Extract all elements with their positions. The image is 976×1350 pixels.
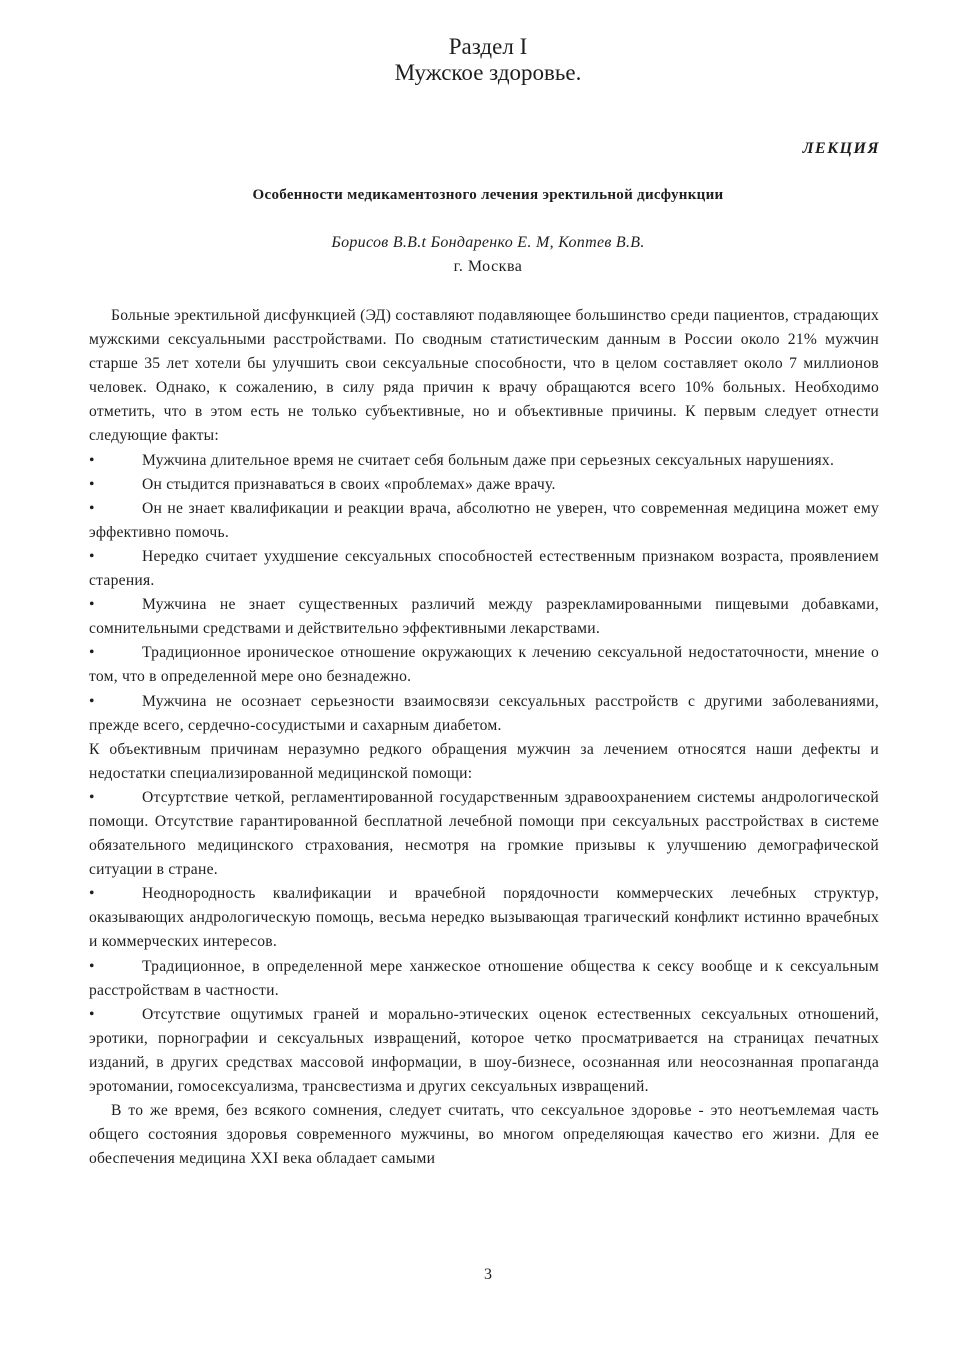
section-heading: Раздел I: [448, 34, 528, 59]
objective-intro-paragraph: К объективным причинам неразумно редкого обращения мужчин за лечением относятся наши дефекты и недостатки специализированной медицинской помощи:: [89, 740, 879, 782]
list-item: [89, 449, 879, 473]
list-item: [89, 1003, 879, 1099]
list-item-text: Отсутствие ощутимых граней и морально-этических оценок естественных сексуальных отношений, эротики, порнографии и сексуальных извращений, которое четко просматривается на страницах печатных изданий, в других средствах массовой информации, в шоу-бизнесе, осознанная или неосознанная пропаганда эротомании, гомосексуализма, трансвестизма и других сексуальных извращений.: [89, 1005, 879, 1095]
list-item-text: Традиционное ироническое отношение окружающих к лечению сексуальной недостаточности, мнение о том, что в определенной мере оно безнадежно.: [89, 644, 879, 686]
article-body: [89, 304, 879, 1171]
list-item: [89, 497, 879, 545]
list-item-text: Отсуртствие четкой, регламентированной государственным здравоохранением системы андрологической помощи. Отсутствие гарантированной бесплатной лечебной помощи при сексуальных расстройствах в системе обязательного медицинского страхования, несмотря на громкие призывы к улучшению демографической ситуации в стране.: [89, 788, 879, 879]
list-item: [89, 690, 879, 738]
list-item-text: Мужчина не осознает серьезности взаимосвязи сексуальных расстройств с другими заболеваниями, прежде всего, сердечно-сосудистыми и сахарным диабетом.: [89, 692, 879, 734]
page-number: 3: [484, 1266, 492, 1283]
list-item-text: Нередко считает ухудшение сексуальных способностей естественным признаком возраста, проявлением старения.: [89, 547, 879, 590]
bullet-icon: •: [89, 475, 95, 493]
bullet-icon: •: [89, 1005, 95, 1023]
bullet-icon: •: [89, 692, 95, 710]
section-subheading: Мужское здоровье.: [394, 60, 582, 85]
list-item: [89, 641, 879, 689]
closing-paragraph: В то же время, без всякого сомнения, следует считать, что сексуальное здоровье - это неотъемлемая часть общего состояния здоровья современного мужчины, во многом определяющая качество его жизни. Для ее обеспечения медицина XXI века обладает самыми: [89, 1102, 879, 1168]
list-item: [89, 545, 879, 593]
intro-paragraph: Больные эректильной дисфункцией (ЭД) составляют подавляющее большинство среди пациентов, страдающих мужскими сексуальными расстройствами. По сводным статистическим данным в России около 21% мужчин старше 35 лет хотели бы улучшить свои сексуальные способности, что в целом составляет около 7 миллионов человек. Однако, к сожалению, в силу ряда причин к врачу обращаются всего 10% больных. Необходимо отметить, что в этом есть не только субъективные, но и объективные причины. К первым следует отнести следующие факты:: [89, 307, 879, 445]
bullet-icon: •: [89, 957, 95, 975]
bullet-icon: •: [89, 644, 95, 662]
list-item: [89, 786, 879, 882]
bullet-icon: •: [89, 596, 95, 614]
list-item-text: Традиционное, в определенной мере ханжеское отношение общества к сексу вообще и к сексуальным расстройствам в частности.: [89, 957, 879, 999]
bullet-icon: •: [89, 885, 95, 903]
list-item-text: Мужчина не знает существенных различий между разрекламированными пищевыми добавками, сомнительными средствами и действительно эффективными лекарствами.: [89, 596, 879, 638]
list-item: [89, 473, 879, 497]
bullet-icon: •: [89, 451, 95, 469]
article-city: г. Москва: [453, 258, 523, 275]
list-item: [89, 593, 879, 641]
list-item: [89, 955, 879, 1003]
article-authors: Борисов В.В.t Бондаренко Е. М, Коптев В.В.: [331, 234, 645, 251]
bullet-icon: •: [89, 547, 95, 565]
article-title: Особенности медикаментозного лечения эректильной дисфункции: [252, 187, 724, 203]
bullet-icon: •: [89, 499, 95, 517]
list-item: [89, 882, 879, 954]
list-item-text: Он стыдится признаваться в своих «проблемах» даже врачу.: [142, 475, 556, 493]
list-item-text: Он не знает квалификации и реакции врача, абсолютно не уверен, что современная медицина может ему эффективно помочь.: [89, 499, 879, 541]
list-item-text: Неоднородность квалификации и врачебной порядочности коммерческих лечебных структур, оказывающих андрологическую помощь, весьма нередко вызывающая трагический конфликт истинно врачебных и коммерческих интересов.: [89, 885, 879, 951]
bullet-icon: •: [89, 788, 95, 806]
list-item-text: Мужчина длительное время не считает себя больным даже при серьезных сексуальных нарушениях.: [142, 451, 835, 469]
lecture-label: ЛЕКЦИЯ: [802, 140, 880, 157]
